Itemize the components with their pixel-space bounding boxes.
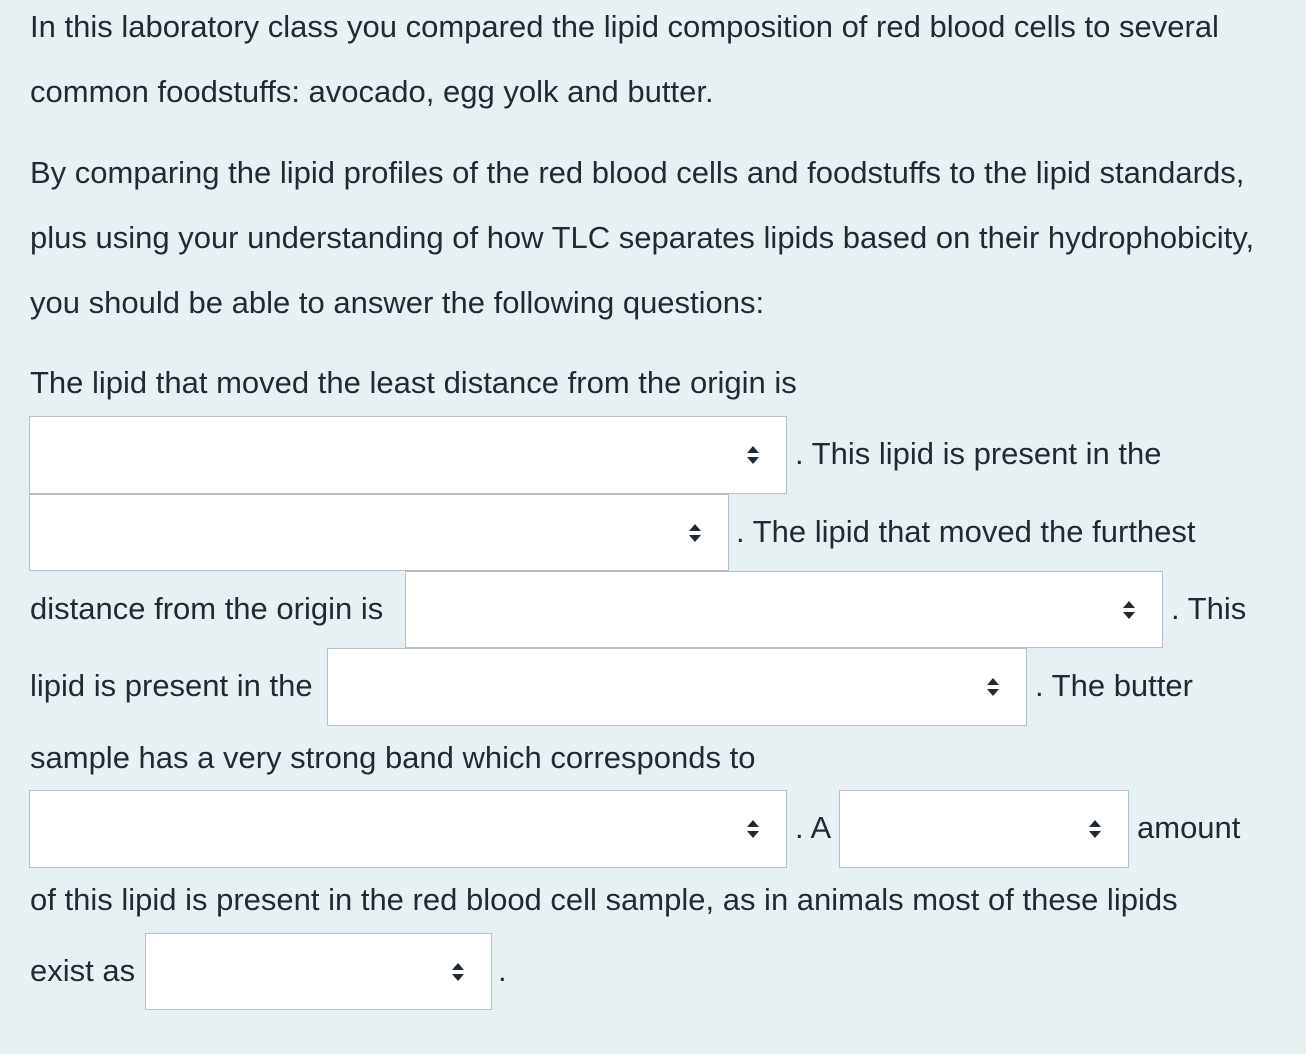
question-text-11: of this lipid is present in the red blood cell sample, as in animals most of these lipids [30,882,1178,917]
least-lipid-source-select[interactable] [29,494,729,571]
rbc-amount-select[interactable] [839,790,1129,868]
intro-paragraph-2: By comparing the lipid profiles of the red blood cells and foodstuffs to the lipid standards, plus using your understanding of how TLC separates lipids based on their hydrophobicity, you should be able to answer the following questions: [30,155,1255,320]
question-text-13: . [498,953,507,988]
up-down-caret-icon [746,819,760,839]
up-down-caret-icon [986,677,1000,697]
animal-lipid-form-select[interactable] [145,933,492,1010]
up-down-caret-icon [1088,819,1102,839]
least-moved-lipid-select[interactable] [29,416,787,494]
butter-band-lipid-select[interactable] [29,790,787,868]
up-down-caret-icon [746,445,760,465]
question-text-2: . This lipid is present in the [795,436,1162,471]
furthest-lipid-source-select[interactable] [327,648,1027,726]
question-text-6: lipid is present in the [30,668,313,703]
up-down-caret-icon [1122,600,1136,620]
question-text-9: . A [795,810,832,845]
question-text-8: sample has a very strong band which corresponds to [30,740,756,775]
question-text-5: . This [1171,591,1247,626]
up-down-caret-icon [451,962,465,982]
question-text-12: exist as [30,953,136,988]
question-text-10: amount [1137,810,1241,845]
question-text-1: The lipid that moved the least distance from the origin is [30,365,797,400]
up-down-caret-icon [688,523,702,543]
question-text-3: . The lipid that moved the furthest [736,514,1196,549]
furthest-moved-lipid-select[interactable] [405,571,1163,648]
question-text-7: . The butter [1035,668,1193,703]
question-text-4: distance from the origin is [30,591,384,626]
intro-paragraph-1: In this laboratory class you compared the lipid composition of red blood cells to several common foodstuffs: avocado, egg yolk and butter. [30,9,1219,109]
